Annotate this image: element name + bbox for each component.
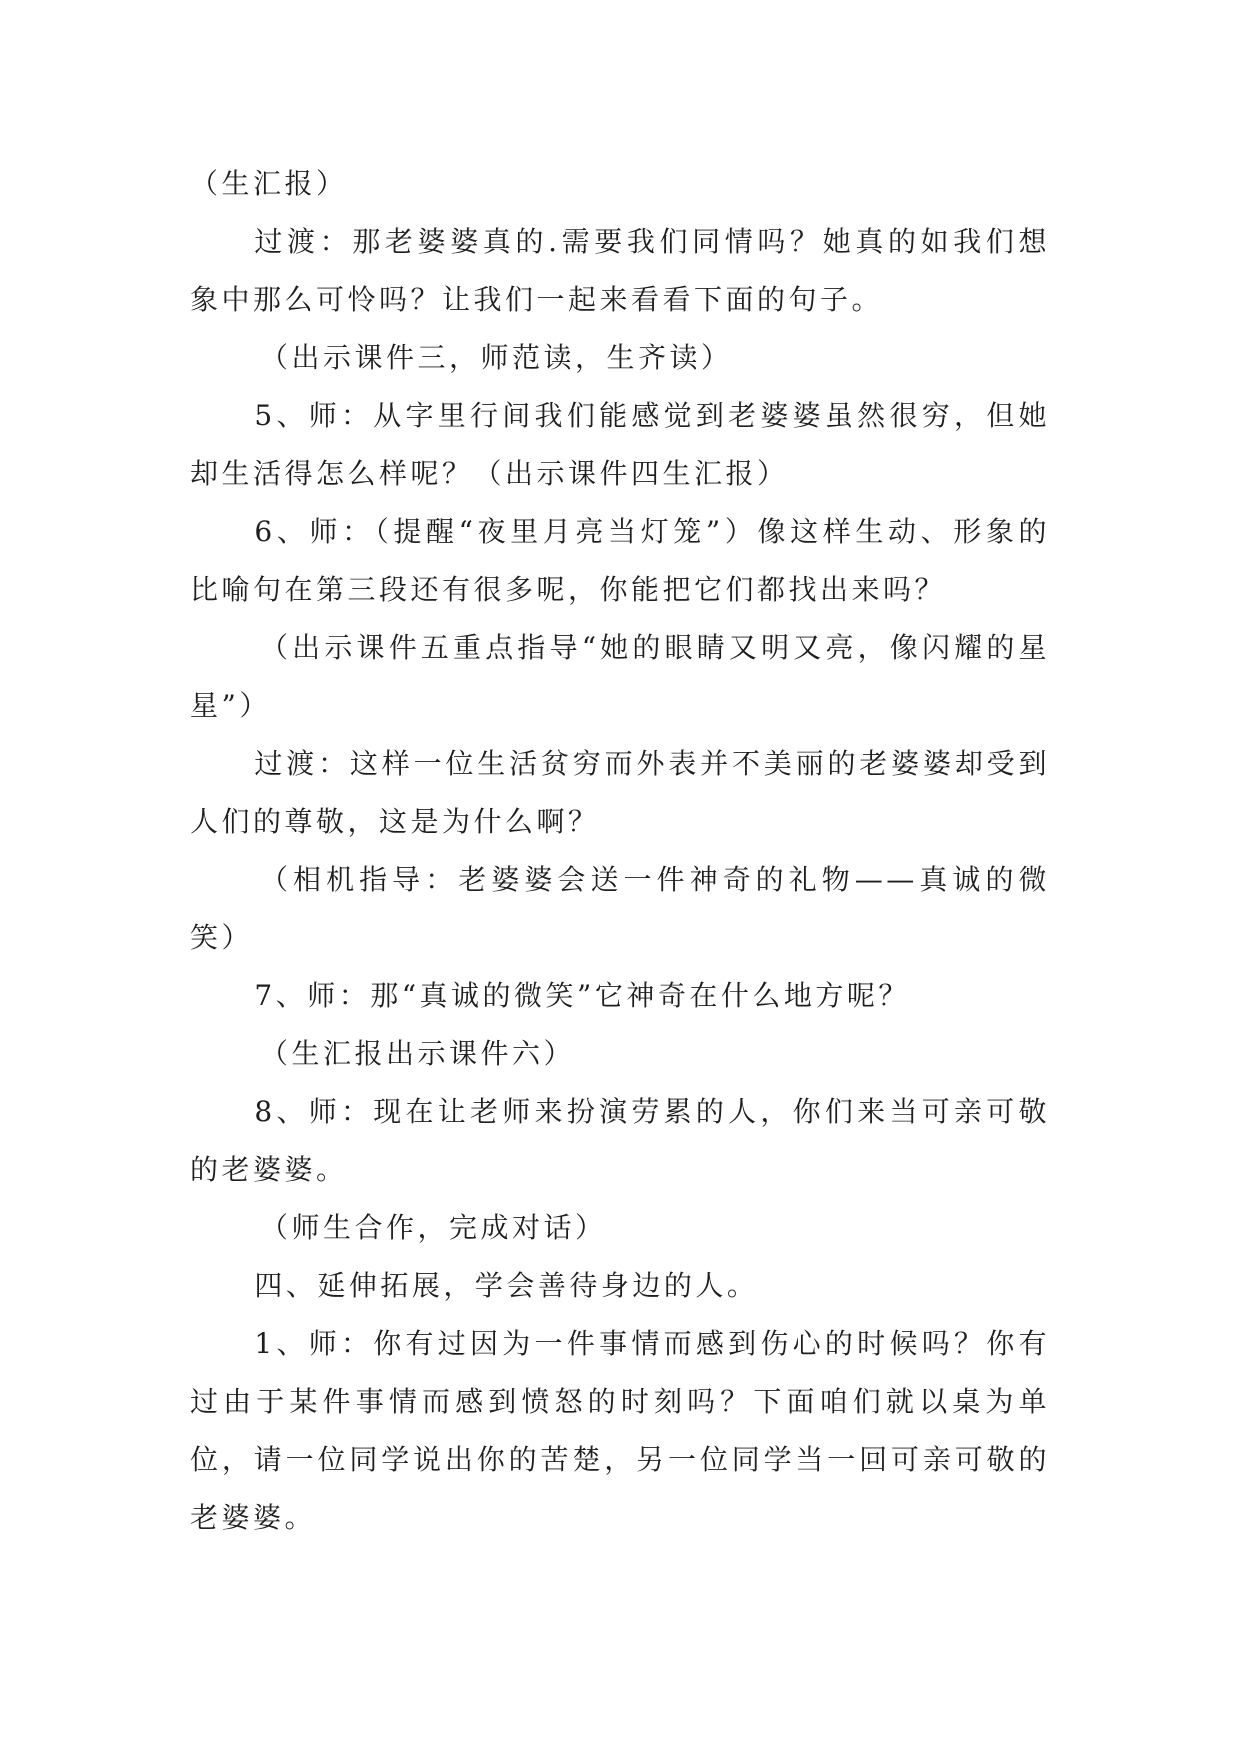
- paragraph-step-8: 8、师：现在让老师来扮演劳累的人，你们来当可亲可敬的老婆婆。: [190, 1095, 1050, 1186]
- paragraph-step-5: 5、师：从字里行间我们能感觉到老婆婆虽然很穷，但她却生活得怎么样呢？（出示课件四生汇报）: [190, 399, 1050, 490]
- paragraph-courseware-five: （出示课件五重点指导“她的眼睛又明又亮，像闪耀的星星”）: [190, 631, 1050, 722]
- paragraph-dialogue: （师生合作，完成对话）: [260, 1211, 607, 1244]
- paragraph-section-four-heading: 四、延伸拓展，学会善待身边的人。: [254, 1269, 759, 1302]
- paragraph-section-four-step-1: 1、师：你有过因为一件事情而感到伤心的时候吗？你有过由于某件事情而感到愤怒的时刻吗？下面咱们就以桌为单位，请一位同学说出你的苦楚，另一位同学当一回可亲可敬的老婆婆。: [190, 1327, 1050, 1534]
- paragraph-guidance-smile: （相机指导：老婆婆会送一件神奇的礼物——真诚的微笑）: [190, 863, 1050, 954]
- paragraph-step-6: 6、师：（提醒“夜里月亮当灯笼”）像这样生动、形象的比喻句在第三段还有很多呢，你能把它们都找出来吗？: [190, 515, 1050, 606]
- paragraph-step-7: 7、师：那“真诚的微笑”它神奇在什么地方呢？: [254, 979, 910, 1012]
- paragraph-courseware-six: （生汇报出示课件六）: [260, 1037, 576, 1070]
- paragraph-transition-sympathy: 过渡：那老婆婆真的.需要我们同情吗？她真的如我们想象中那么可怜吗？让我们一起来看看下面的句子。: [190, 225, 1050, 316]
- paragraph-student-report: （生汇报）: [190, 167, 348, 200]
- paragraph-transition-respect: 过渡：这样一位生活贫穷而外表并不美丽的老婆婆却受到人们的尊敬，这是为什么啊？: [190, 747, 1050, 838]
- document-body: [190, 155, 1050, 1547]
- paragraph-courseware-three: （出示课件三，师范读，生齐读）: [260, 341, 733, 374]
